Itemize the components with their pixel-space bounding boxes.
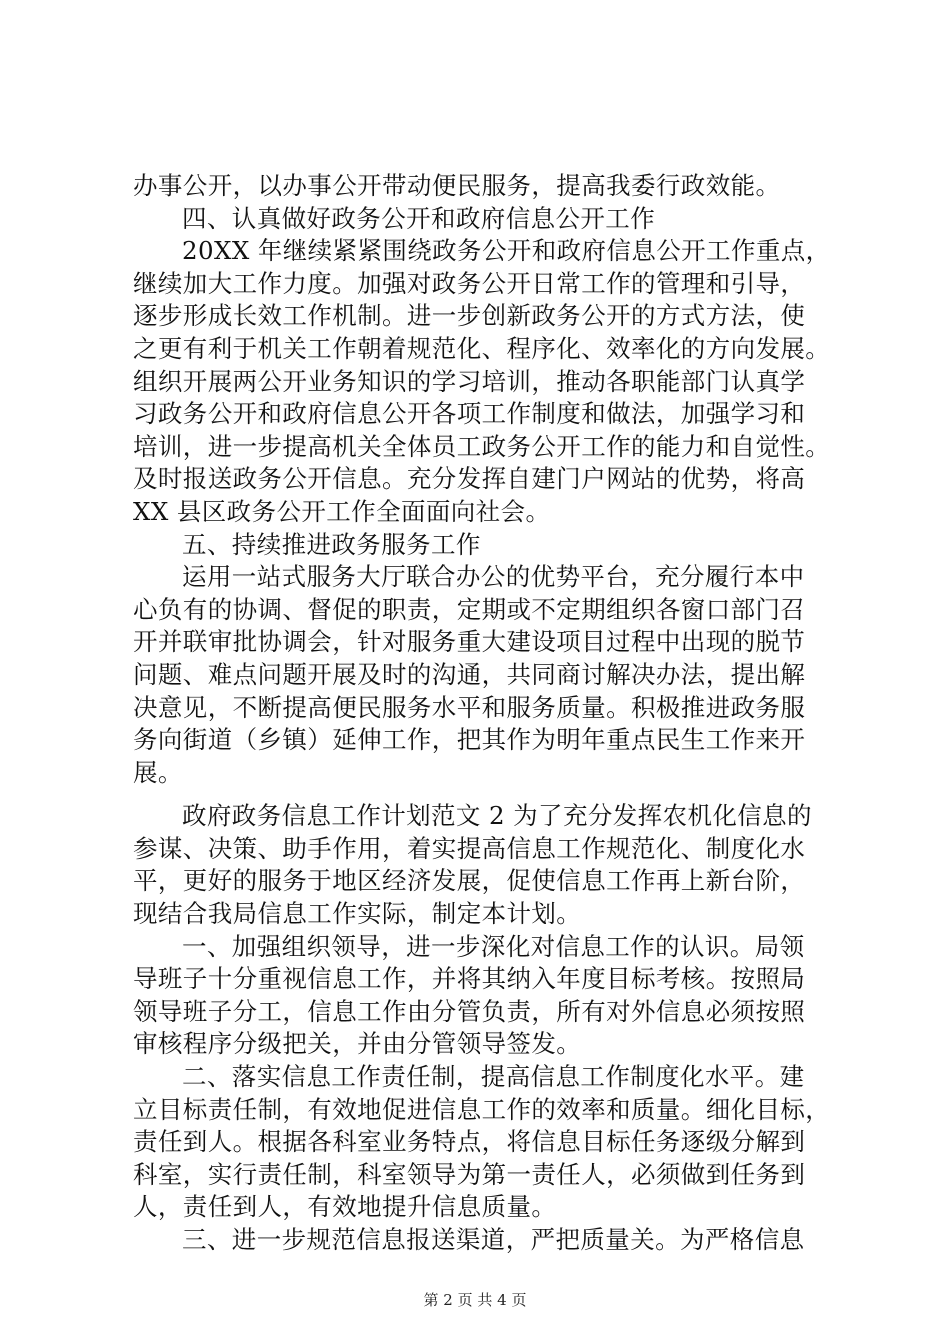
text-line: 习政务公开和政府信息公开各项工作制度和做法，加强学习和 (133, 399, 806, 429)
text-line: 展。 (133, 757, 183, 787)
text-line: 领导班子分工，信息工作由分管负责，所有对外信息必须按照 (133, 996, 806, 1026)
text-line: 培训，进一步提高机关全体员工政务公开工作的能力和自觉性。 (133, 431, 831, 461)
text-line: 及时报送政务公开信息。充分发挥自建门户网站的优势，将高 (133, 464, 806, 494)
text-line: 办事公开，以办事公开带动便民服务，提高我委行政效能。 (133, 171, 781, 200)
text-line: 问题、难点问题开展及时的沟通，共同商讨解决办法，提出解 (133, 659, 806, 689)
text-line: 人，责任到人，有效地提升信息质量。 (133, 1192, 557, 1222)
text-line: 务向街道（乡镇）延伸工作，把其作为明年重点民生工作来开 (133, 725, 806, 755)
text-line: 运用一站式服务大厅联合办公的优势平台，充分履行本中 (182, 562, 805, 592)
text-line: 一、加强组织领导，进一步深化对信息工作的认识。局领 (182, 931, 805, 961)
text-line: 之更有利于机关工作朝着规范化、程序化、效率化的方向发展。 (133, 333, 831, 363)
text-line: 逐步形成长效工作机制。进一步创新政务公开的方式方法，使 (133, 301, 806, 331)
text-line: 参谋、决策、助手作用，着实提高信息工作规范化、制度化水 (133, 833, 806, 863)
text-line: 责任到人。根据各科室业务特点，将信息目标任务逐级分解到 (133, 1127, 806, 1157)
text-line: 平，更好的服务于地区经济发展，促使信息工作再上新台阶， (133, 866, 806, 896)
section-heading: 四、认真做好政务公开和政府信息公开工作 (182, 203, 656, 233)
text-line: 导班子十分重视信息工作，并将其纳入年度目标考核。按照局 (133, 964, 806, 994)
document-body (133, 170, 833, 1257)
text-line: 开并联审批协调会，针对服务重大建设项目过程中出现的脱节 (133, 627, 806, 657)
text-line: 立目标责任制，有效地促进信息工作的效率和质量。细化目标， (133, 1094, 831, 1124)
text-line: 组织开展两公开业务知识的学习培训，推动各职能部门认真学 (133, 366, 806, 396)
text-line: 政府政务信息工作计划范文 2 为了充分发挥农机化信息的 (182, 801, 812, 831)
text-line: 现结合我局信息工作实际，制定本计划。 (133, 899, 582, 929)
text-line: 心负有的协调、督促的职责，定期或不定期组织各窗口部门召 (133, 594, 806, 624)
text-line: XX 县区政务公开工作全面面向社会。 (133, 496, 551, 526)
text-line: 决意见，不断提高便民服务水平和服务质量。积极推进政务服 (133, 692, 806, 722)
section-heading: 五、持续推进政务服务工作 (182, 529, 481, 559)
text-line: 三、进一步规范信息报送渠道，严把质量关。为严格信息 (182, 1225, 805, 1254)
text-line: 二、落实信息工作责任制，提高信息工作制度化水平。建 (182, 1062, 805, 1092)
text-line: 继续加大工作力度。加强对政务公开日常工作的管理和引导， (133, 268, 806, 298)
text-line: 科室，实行责任制，科室领导为第一责任人，必须做到任务到 (133, 1159, 806, 1189)
page-number-footer: 第 2 页 共 4 页 (423, 1291, 527, 1309)
text-line: 审核程序分级把关，并由分管领导签发。 (133, 1029, 582, 1059)
text-line: 20XX 年继续紧紧围绕政务公开和政府信息公开工作重点， (182, 236, 831, 266)
